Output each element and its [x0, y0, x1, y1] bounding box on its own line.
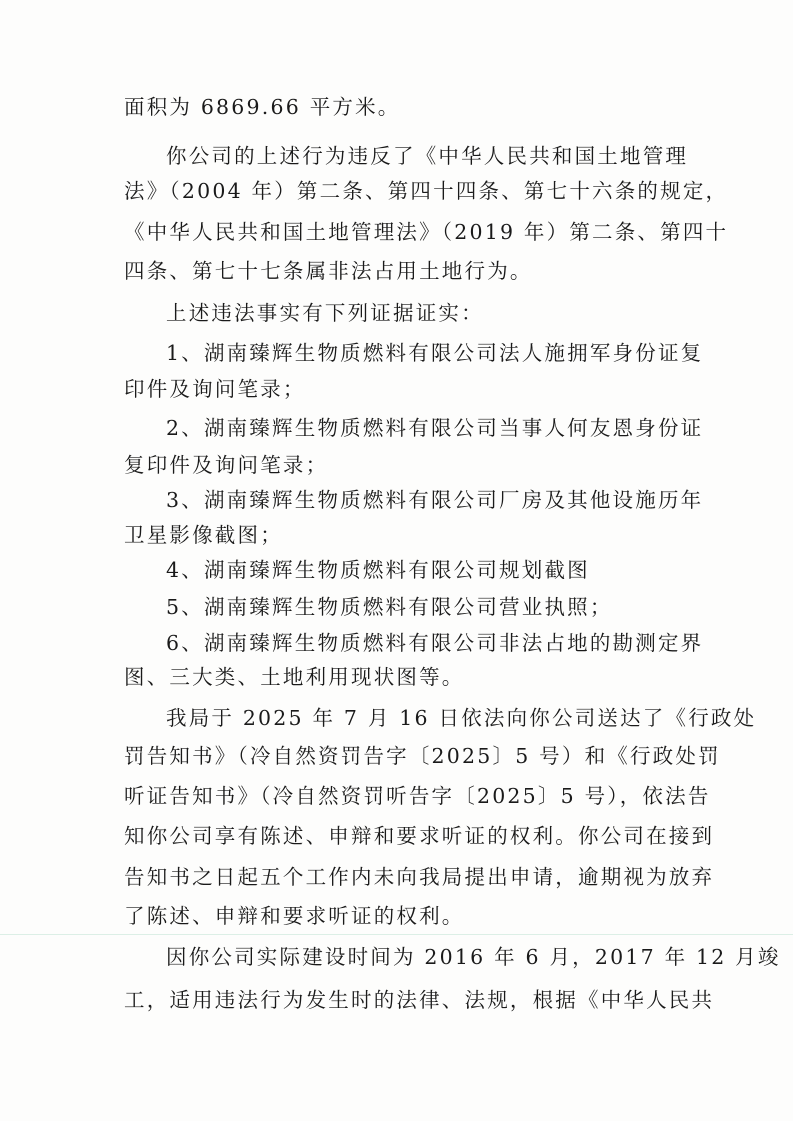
- text-line: 听证告知书》（冷自然资罚听告字〔2025〕5 号），依法告: [124, 784, 711, 808]
- text-line: 了陈述、申辩和要求听证的权利。: [124, 904, 465, 928]
- text-line: 四条、第七十七条属非法占用土地行为。: [124, 259, 533, 283]
- text-line: 卫星影像截图；: [124, 523, 283, 547]
- text-line: 罚告知书》（冷自然资罚告字〔2025〕5 号）和《行政处罚: [124, 744, 721, 768]
- text-line: 印件及询问笔录；: [124, 377, 306, 401]
- text-line: 上述违法事实有下列证据证实：: [166, 301, 484, 325]
- text-line: 法》（2004 年）第二条、第四十四条、第七十六条的规定，: [124, 179, 729, 203]
- text-line: 因你公司实际建设时间为 2016 年 6 月，2017 年 12 月竣: [166, 945, 781, 969]
- text-line: 3、湖南臻辉生物质燃料有限公司厂房及其他设施历年: [166, 488, 704, 512]
- text-line: 你公司的上述行为违反了《中华人民共和国土地管理: [166, 144, 689, 168]
- text-line: 图、三大类、土地利用现状图等。: [124, 665, 465, 689]
- text-line: 复印件及询问笔录；: [124, 453, 329, 477]
- text-line: 工，适用违法行为发生时的法律、法规，根据《中华人民共: [124, 988, 715, 1012]
- text-line: 我局于 2025 年 7 月 16 日依法向你公司送达了《行政处: [166, 706, 757, 730]
- text-line: 6、湖南臻辉生物质燃料有限公司非法占地的勘测定界: [166, 631, 704, 655]
- text-line: 告知书之日起五个工作内未向我局提出申请，逾期视为放弃: [124, 865, 715, 889]
- text-line: 5、湖南臻辉生物质燃料有限公司营业执照；: [166, 595, 613, 619]
- text-line: 4、湖南臻辉生物质燃料有限公司规划截图: [166, 558, 590, 582]
- text-line: 1、湖南臻辉生物质燃料有限公司法人施拥军身份证复: [166, 341, 704, 365]
- text-line: 《中华人民共和国土地管理法》（2019 年）第二条、第四十: [124, 220, 729, 244]
- text-line: 面积为 6869.66 平方米。: [124, 95, 401, 119]
- text-line: 2、湖南臻辉生物质燃料有限公司当事人何友恩身份证: [166, 416, 704, 440]
- scan-artifact-line: [0, 934, 793, 935]
- text-line: 知你公司享有陈述、申辩和要求听证的权利。你公司在接到: [124, 824, 715, 848]
